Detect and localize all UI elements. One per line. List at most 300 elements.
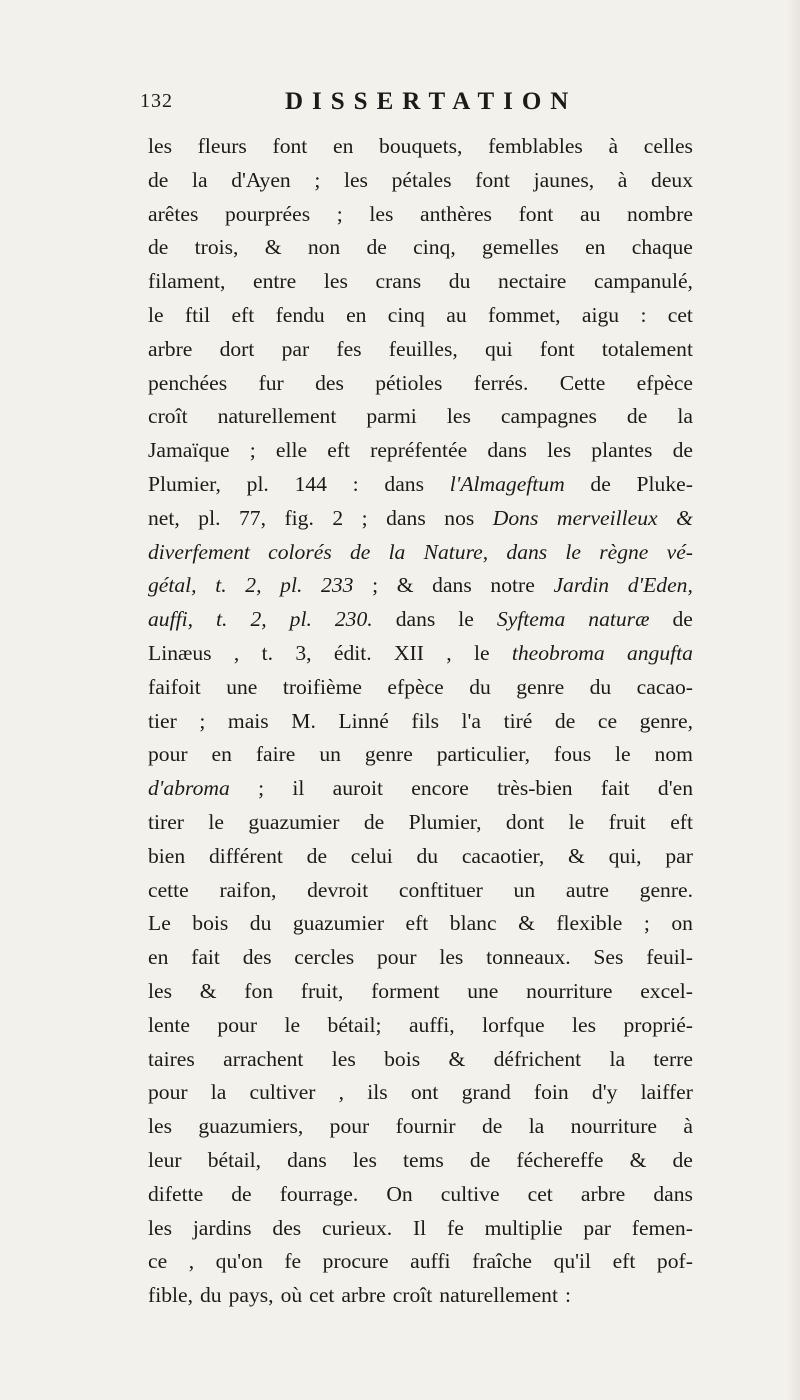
word: cultiver: [249, 1080, 316, 1105]
word: ce: [597, 708, 618, 733]
word: auroit: [332, 776, 383, 801]
word: de: [626, 404, 648, 429]
word: faire: [255, 742, 296, 767]
word: t.: [215, 573, 227, 598]
word: totalement: [601, 336, 693, 361]
word: ;: [372, 573, 379, 598]
word: fleurs: [197, 134, 247, 158]
word: blanc: [449, 911, 497, 936]
word: faifoit: [148, 674, 201, 699]
text-line: [148, 536, 693, 570]
word: Jardin: [553, 573, 610, 598]
word: différent: [208, 843, 283, 868]
word: un: [319, 742, 341, 767]
word: notre: [490, 573, 535, 598]
word: ;: [199, 708, 206, 733]
word: d'Eden,: [627, 573, 693, 598]
word: femen-: [631, 1215, 693, 1240]
word: ;: [643, 911, 650, 936]
text-line: [148, 637, 693, 671]
word: anthères: [420, 201, 492, 226]
word: pour: [148, 742, 188, 767]
word: qu'on: [215, 1249, 263, 1274]
word: jaunes,: [533, 167, 595, 192]
word: gemelles: [482, 235, 559, 260]
word: au: [580, 201, 601, 226]
word: fraîche: [472, 1249, 532, 1274]
word: de: [349, 539, 371, 564]
word: ils: [367, 1080, 388, 1105]
word: eft: [612, 1249, 636, 1274]
word: pour: [376, 945, 417, 970]
word: 2,: [250, 607, 267, 632]
word: flexible: [556, 911, 623, 936]
word: fourrage.: [279, 1181, 359, 1206]
word: fait: [600, 776, 630, 801]
word: net,: [148, 505, 180, 530]
word: :: [640, 302, 647, 327]
text-line: [148, 907, 693, 941]
word: genre: [516, 674, 565, 699]
word: femblables: [488, 134, 583, 158]
word: efpèce: [636, 370, 693, 395]
word: de: [672, 1147, 693, 1172]
word: ,: [233, 640, 240, 665]
word: fendu: [275, 302, 325, 327]
word: ,: [188, 1249, 195, 1274]
word: parmi: [366, 404, 417, 429]
text-line: [148, 333, 693, 367]
word: cacaotier,: [461, 843, 545, 868]
word: fournir: [395, 1114, 456, 1139]
word: chaque: [631, 235, 693, 260]
word: diverfement: [148, 539, 250, 564]
word: défrichent: [493, 1046, 582, 1071]
word: Syftema: [496, 607, 566, 632]
text-line: [148, 738, 693, 772]
word: eft: [405, 911, 429, 936]
word: 144: [294, 471, 327, 496]
text-line: [148, 840, 693, 874]
word: la: [609, 1046, 626, 1071]
text-line: [148, 1110, 693, 1144]
word: &: [264, 235, 282, 260]
word: naturellement: [217, 404, 337, 429]
word: cinq,: [413, 235, 456, 260]
word: nectaire: [498, 269, 567, 294]
word: font: [518, 201, 554, 226]
word: tonneaux.: [486, 945, 571, 970]
word: eft: [327, 438, 350, 463]
text-line: [148, 1076, 693, 1110]
word: merveilleux: [556, 505, 658, 530]
text-line: [148, 367, 693, 401]
word: d'Ayen: [231, 167, 291, 192]
word: t.: [261, 640, 274, 665]
word: les: [148, 978, 172, 1003]
text-line: [148, 806, 693, 840]
page-edge-shadow: [786, 0, 800, 1400]
word: en: [332, 134, 354, 158]
word: nom: [654, 742, 693, 767]
word: Linæus: [148, 640, 212, 665]
word: qu'il: [553, 1249, 592, 1274]
text-line: [148, 400, 693, 434]
text-line: [148, 231, 693, 265]
word: très-bien: [497, 776, 573, 801]
word: &: [448, 1046, 466, 1071]
word: les: [439, 945, 464, 970]
word: bois: [384, 1046, 421, 1071]
word: de: [590, 471, 611, 496]
word: tems: [402, 1147, 444, 1172]
word: Nature,: [423, 539, 489, 564]
word: entre: [253, 269, 297, 294]
word: autre: [565, 877, 609, 902]
word: le: [473, 640, 490, 665]
word: les: [148, 134, 172, 158]
word: arrachent: [223, 1046, 304, 1071]
word: les: [148, 1215, 172, 1240]
word: Ses: [593, 945, 624, 970]
word: taires: [148, 1046, 195, 1071]
word: de: [469, 1147, 491, 1172]
word: genre,: [639, 708, 693, 733]
word: multiplie: [484, 1215, 563, 1240]
text-line: [148, 671, 693, 705]
word: de: [148, 235, 169, 260]
text-line: [148, 164, 693, 198]
text-line: [148, 1245, 693, 1279]
word: guazumier: [248, 809, 340, 834]
word: terre: [653, 1046, 693, 1071]
word: croît: [392, 1283, 433, 1308]
word: proprié-: [623, 1012, 693, 1037]
word: le: [565, 539, 581, 564]
word: jardins: [192, 1215, 252, 1240]
text-line: [148, 502, 693, 536]
text-line: [148, 1212, 693, 1246]
word: à: [608, 134, 619, 158]
word: campanulé,: [594, 269, 693, 294]
word: dans: [395, 607, 436, 632]
word: arêtes: [148, 201, 199, 226]
word: les: [352, 1147, 377, 1172]
word: les: [369, 201, 394, 226]
word: encore: [411, 776, 469, 801]
word: ce: [148, 1249, 168, 1274]
word: de: [231, 1181, 252, 1206]
word: feuil-: [646, 945, 693, 970]
page-header: [140, 88, 700, 120]
word: dans: [287, 1147, 327, 1172]
word: celui: [350, 843, 393, 868]
word: de: [363, 809, 385, 834]
body-text: [148, 130, 693, 1313]
word: guazumiers,: [198, 1114, 304, 1139]
word: du: [416, 843, 439, 868]
word: procure: [322, 1249, 389, 1274]
word: gétal,: [148, 573, 197, 598]
word: auffi,: [148, 607, 193, 632]
word: en: [346, 302, 367, 327]
word: aigu: [581, 302, 620, 327]
word: pétioles: [375, 370, 443, 395]
word: 3,: [295, 640, 312, 665]
word: par: [281, 336, 310, 361]
text-line: [148, 468, 693, 502]
word: de: [554, 708, 576, 733]
word: forment: [371, 978, 440, 1003]
word: grand: [461, 1080, 511, 1105]
word: &: [199, 978, 217, 1003]
word: campagnes: [500, 404, 597, 429]
word: la: [210, 1080, 227, 1105]
word: pl.: [289, 607, 312, 632]
word: tiré: [503, 708, 533, 733]
word: le: [208, 809, 224, 834]
word: naturellement: [439, 1283, 558, 1308]
word: leur: [148, 1147, 182, 1172]
word: vé-: [666, 539, 693, 564]
word: cinq: [387, 302, 425, 327]
word: du: [589, 674, 612, 699]
text-line: [148, 198, 693, 232]
word: le: [615, 742, 631, 767]
word: ;: [258, 776, 265, 801]
word: à: [617, 167, 628, 192]
word: pl.: [280, 573, 303, 598]
word: &: [518, 911, 535, 936]
word: ferrés.: [473, 370, 529, 395]
word: de: [481, 1114, 503, 1139]
word: une: [467, 978, 499, 1003]
word: cet: [667, 302, 693, 327]
word: 2: [332, 505, 344, 530]
word: pour: [217, 1012, 258, 1037]
word: arbre: [341, 1283, 386, 1308]
word: deux: [651, 167, 693, 192]
word: cacao-: [636, 674, 693, 699]
word: bien: [148, 843, 186, 868]
word: par: [583, 1215, 611, 1240]
word: naturæ: [588, 607, 650, 632]
word: nombre: [627, 201, 693, 226]
word: les: [343, 167, 368, 192]
word: en: [585, 235, 606, 260]
word: dans: [386, 505, 426, 530]
word: des: [272, 1215, 302, 1240]
text-line: [148, 265, 693, 299]
word: conftituer: [398, 877, 483, 902]
word: fig.: [284, 505, 314, 530]
word: Pluke-: [636, 471, 693, 496]
word: fon: [244, 978, 274, 1003]
word: dont: [505, 809, 545, 834]
word: &: [396, 573, 414, 598]
word: en: [148, 945, 169, 970]
word: auffi,: [408, 1012, 455, 1037]
page-number: 132: [140, 90, 173, 112]
word: font: [272, 134, 308, 158]
text-line: [148, 874, 693, 908]
word: 230.: [334, 607, 373, 632]
word: fous: [553, 742, 592, 767]
word: la: [388, 539, 406, 564]
word: On: [386, 1181, 413, 1206]
word: guazumier: [292, 911, 385, 936]
word: font: [475, 167, 510, 192]
word: du: [469, 674, 491, 699]
word: pétales: [391, 167, 452, 192]
word: repréfentée: [370, 438, 468, 463]
word: 233: [321, 573, 354, 598]
word: fe: [284, 1249, 302, 1274]
word: lente: [148, 1012, 190, 1037]
word: des: [242, 945, 272, 970]
word: ont: [410, 1080, 439, 1105]
word: angufta: [626, 640, 693, 665]
word: tier: [148, 708, 177, 733]
word: où: [280, 1283, 303, 1308]
word: de: [306, 843, 328, 868]
word: fait: [191, 945, 220, 970]
word: cultive: [440, 1181, 500, 1206]
word: fommet,: [488, 302, 561, 327]
word: de: [366, 235, 387, 260]
word: fruit: [608, 809, 646, 834]
word: Le: [148, 911, 171, 936]
word: pour: [329, 1114, 370, 1139]
word: fils: [411, 708, 439, 733]
word: XII: [393, 640, 424, 665]
word: d'en: [657, 776, 693, 801]
text-line: [148, 1043, 693, 1077]
word: du: [448, 269, 471, 294]
word: Cette: [559, 370, 606, 395]
word: de: [672, 438, 693, 463]
word: :: [352, 471, 359, 496]
word: non: [307, 235, 341, 260]
text-line: [148, 705, 693, 739]
word: l'a: [461, 708, 482, 733]
word: pourprées: [224, 201, 311, 226]
word: pour: [148, 1080, 188, 1105]
word: de: [148, 167, 169, 192]
word: eft: [670, 809, 693, 834]
text-line: [148, 941, 693, 975]
text-line: [148, 130, 693, 164]
word: à: [683, 1114, 693, 1139]
word: arbre: [580, 1181, 626, 1206]
word: plantes: [591, 438, 653, 463]
word: ;: [361, 505, 368, 530]
word: ,: [338, 1080, 345, 1105]
word: foin: [533, 1080, 569, 1105]
text-line: [148, 1279, 693, 1313]
word: nourriture: [570, 1114, 657, 1139]
word: &: [568, 843, 585, 868]
word: nourriture: [526, 978, 613, 1003]
word: féchereffe: [516, 1147, 604, 1172]
word: dans: [506, 539, 548, 564]
word: le: [568, 809, 585, 834]
word: filament,: [148, 269, 226, 294]
word: les: [571, 1012, 596, 1037]
word: &: [676, 505, 693, 530]
word: :: [564, 1283, 571, 1308]
word: on: [671, 911, 693, 936]
word: 77,: [238, 505, 266, 530]
word: édit.: [333, 640, 372, 665]
word: Dons: [492, 505, 539, 530]
word: des: [315, 370, 344, 395]
running-title: DISSERTATION: [285, 88, 578, 115]
word: font: [539, 336, 575, 361]
word: Plumier,: [148, 471, 221, 496]
word: 2,: [245, 573, 262, 598]
word: du: [249, 911, 272, 936]
word: par: [665, 843, 693, 868]
word: feuilles,: [388, 336, 458, 361]
word: auffi: [410, 1249, 451, 1274]
word: les: [547, 438, 572, 463]
word: le: [284, 1012, 301, 1037]
word: ;: [314, 167, 321, 192]
word: difette: [148, 1181, 204, 1206]
word: genre.: [639, 877, 693, 902]
word: pl.: [198, 505, 221, 530]
word: bétail;: [327, 1012, 382, 1037]
word: fible,: [148, 1283, 193, 1308]
word: lorfque: [482, 1012, 545, 1037]
word: un: [513, 877, 536, 902]
word: pays,: [228, 1283, 274, 1308]
word: croît: [148, 404, 188, 429]
word: fur: [258, 370, 284, 395]
word: fes: [336, 336, 362, 361]
word: crans: [375, 269, 422, 294]
word: les: [331, 1046, 356, 1071]
word: qui,: [608, 843, 642, 868]
word: t.: [216, 607, 228, 632]
word: Il: [412, 1215, 427, 1240]
word: d'abroma: [148, 776, 230, 801]
word: tirer: [148, 809, 184, 834]
word: trois,: [194, 235, 239, 260]
text-line: [148, 1009, 693, 1043]
word: bouquets,: [379, 134, 463, 158]
word: arbre: [148, 336, 193, 361]
word: qui: [484, 336, 513, 361]
word: ;: [249, 438, 256, 463]
word: le: [458, 607, 474, 632]
word: &: [629, 1147, 647, 1172]
word: le: [148, 302, 164, 327]
word: genre: [364, 742, 413, 767]
word: au: [446, 302, 467, 327]
word: M.: [291, 708, 316, 733]
word: bois: [192, 911, 229, 936]
text-line: [148, 1178, 693, 1212]
word: nos: [444, 505, 475, 530]
word: la: [192, 167, 208, 192]
word: theobroma: [511, 640, 605, 665]
word: la: [528, 1114, 545, 1139]
word: dans: [384, 471, 424, 496]
word: en: [211, 742, 232, 767]
word: efpèce: [387, 674, 444, 699]
